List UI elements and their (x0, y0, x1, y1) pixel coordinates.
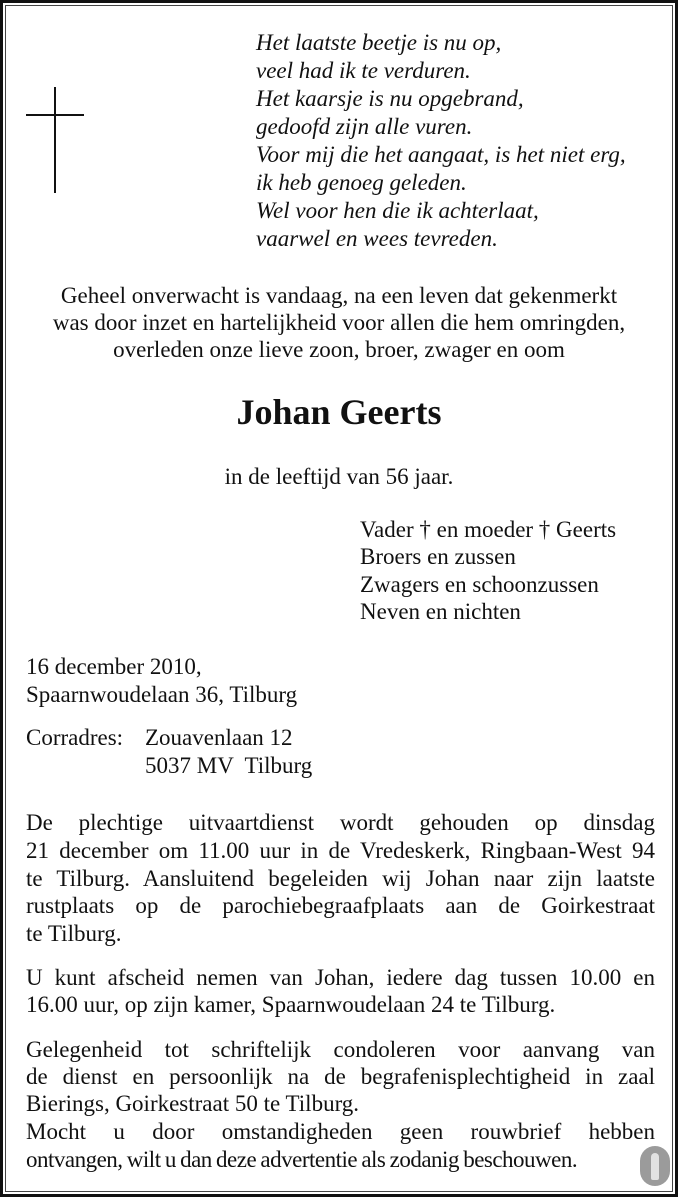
address-line: Spaarnwoudelaan 36, Tilburg (26, 682, 298, 707)
corradres-city: 5037 MV Tilburg (145, 753, 313, 778)
funeral-line: te Tilburg. (26, 921, 122, 946)
condolence-line: de dienst en persoonlijk na de begrafenisplechtigheid in zaal (26, 1064, 655, 1089)
poem-line: Voor mij die het aangaat, is het niet erg, (256, 142, 626, 167)
poem-line: Het kaarsje is nu opgebrand, (256, 86, 524, 111)
funeral-line: De plechtige uitvaartdienst wordt gehouden op dinsdag (26, 810, 655, 835)
condolence-line: Gelegenheid tot schriftelijk condoleren voor aanvang van (26, 1037, 655, 1062)
intro-line: overleden onze lieve zoon, broer, zwager en oom (113, 337, 565, 362)
funeral-line: rustplaats op de parochiebegraafplaats aan de Goirkestraat (26, 893, 655, 918)
deceased-name: Johan Geerts (236, 392, 442, 432)
farewell-line: U kunt afscheid nemen van Johan, iedere dag tussen 10.00 en (26, 965, 655, 990)
corradres-label: Corradres: (26, 725, 124, 750)
condolence-line: Mocht u door omstandigheden geen rouwbrief hebben (26, 1119, 655, 1144)
watermark-logo-icon (640, 1146, 670, 1186)
poem-line: ik heb genoeg geleden. (256, 170, 467, 195)
intro-line: Geheel onverwacht is vandaag, na een leven dat gekenmerkt (60, 283, 618, 308)
family-line: Zwagers en schoonzussen (360, 572, 599, 597)
family-line: Broers en zussen (360, 544, 516, 569)
poem-line: gedoofd zijn alle vuren. (256, 114, 473, 139)
condolence-line: ontvangen, wilt u dan deze advertentie als zodanig beschouwen. (26, 1147, 578, 1172)
funeral-line: 21 december om 11.00 uur in de Vredeskerk, Ringbaan-West 94 (26, 838, 655, 863)
funeral-line: te Tilburg. Aansluitend begeleiden wij Johan naar zijn laatste (26, 866, 655, 891)
farewell-line: 16.00 uur, op zijn kamer, Spaarnwoudelaan 24 te Tilburg. (26, 992, 556, 1017)
poem-line: Het laatste beetje is nu op, (256, 30, 502, 55)
family-line: Neven en nichten (360, 599, 521, 624)
poem-line: Wel voor hen die ik achterlaat, (256, 198, 539, 223)
corradres-street: Zouavenlaan 12 (145, 725, 293, 750)
family-line: Vader † en moeder † Geerts (360, 517, 617, 542)
intro-line: was door inzet en hartelijkheid voor allen die hem omringden, (52, 310, 626, 335)
condolence-line: Bierings, Goirkestraat 50 te Tilburg. (26, 1091, 360, 1116)
date-line: 16 december 2010, (26, 654, 202, 679)
poem-line: veel had ik te verduren. (256, 58, 471, 83)
poem-line: vaarwel en wees tevreden. (256, 226, 498, 251)
age-line: in de leeftijd van 56 jaar. (224, 464, 454, 489)
